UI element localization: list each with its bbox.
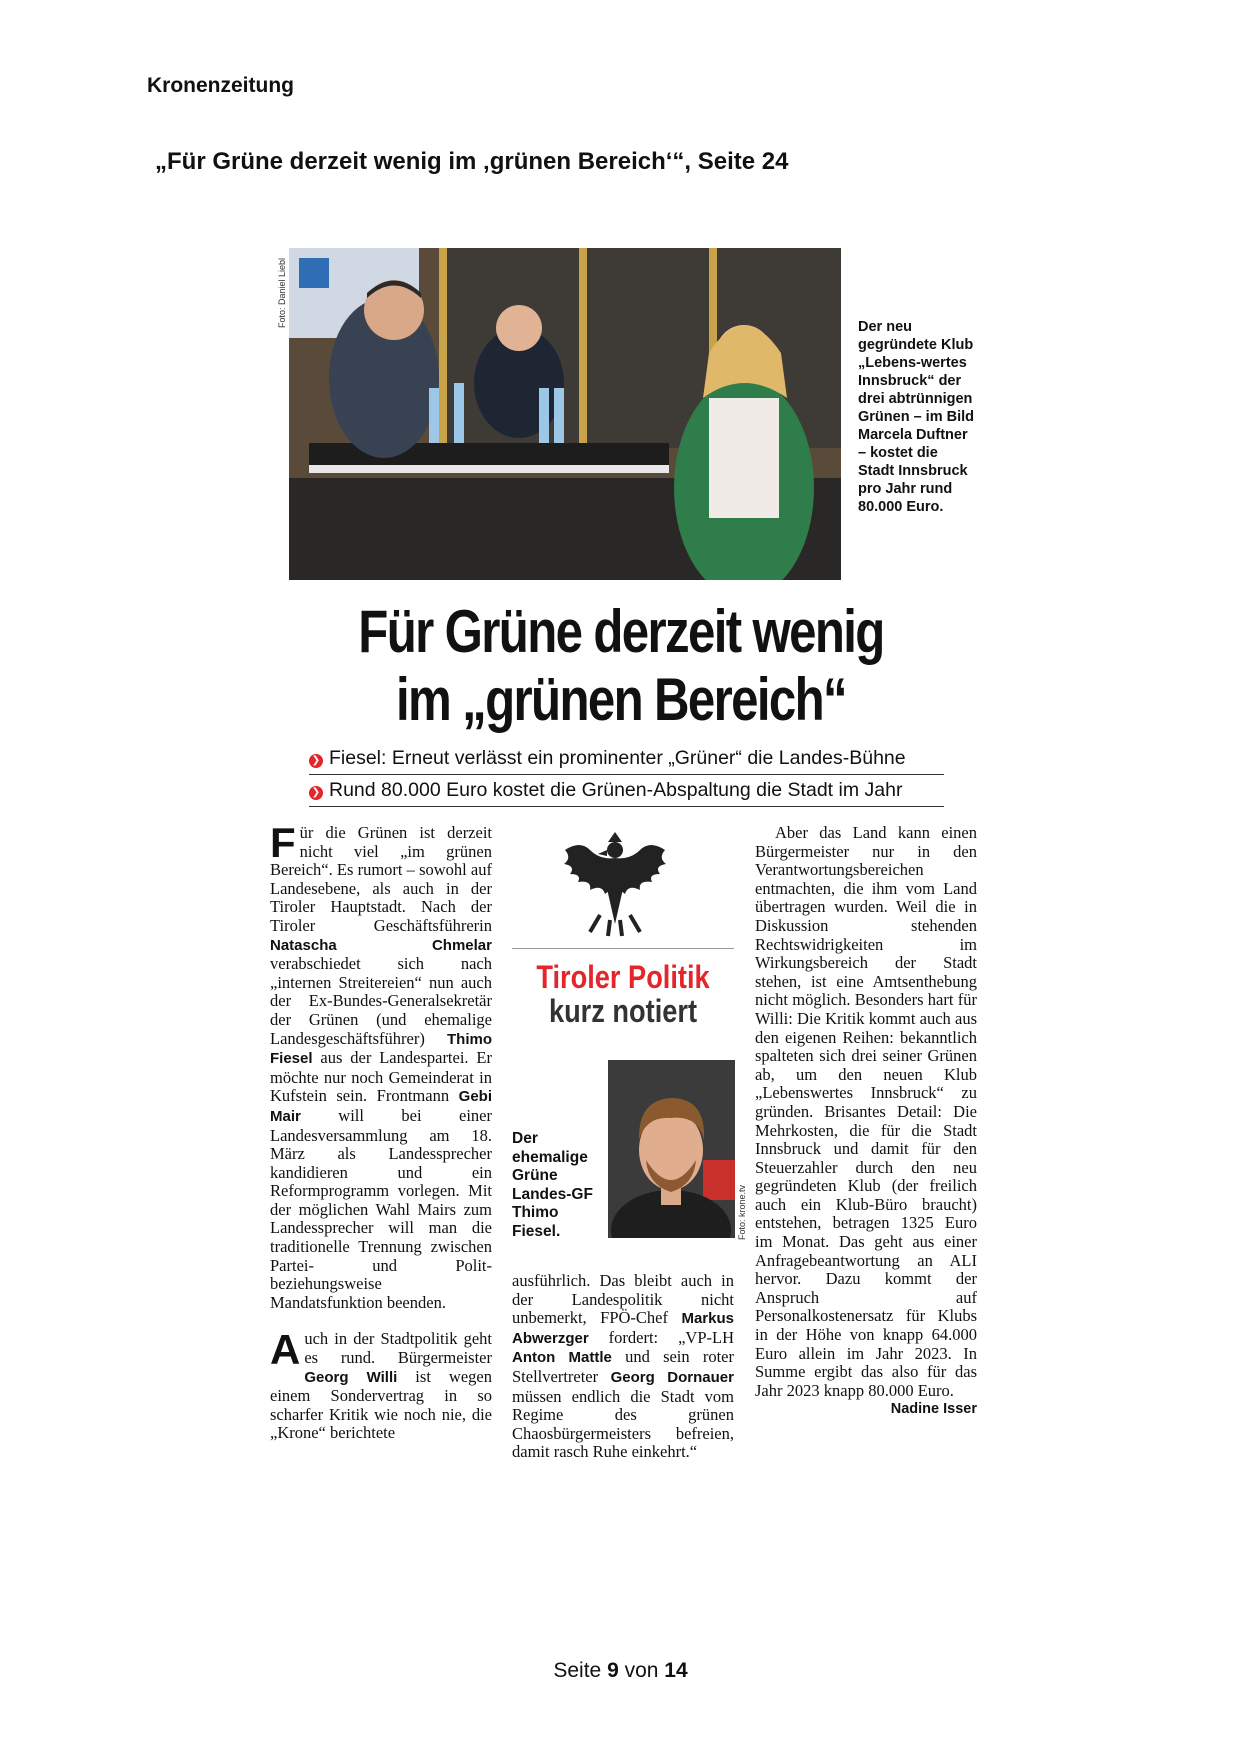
text: und sein roter Stellvertreter [512,1347,734,1386]
text: ausführlich. Das bleibt auch in der Landespolitik nicht unbemerkt, FPÖ-Chef [512,1271,734,1328]
paragraph [270,1326,492,1443]
text: uch in der Stadtpolitik geht es rund. Bürgermeister [304,1329,492,1368]
bullet-arrow-icon: ❯ [309,786,323,800]
paragraph [270,819,492,1312]
subheadline-bullet-2 [309,776,944,807]
person-name: Georg Willi [304,1368,398,1386]
person-name: Natascha Chmelar [270,936,492,954]
dropcap: F [270,819,296,866]
press-conference-illustration [289,248,841,580]
photo-caption: Der neu gegründete Klub „Lebens-wertes Innsbruck“ der drei abtrünnigen Grünen – im Bild Marcela Duftner – kostet die Stadt Innsbruck pro Jahr rund 80.000 Euro. [858,319,975,515]
text: fordert: „VP-LH [588,1327,734,1347]
text: ist wegen einem Sondervertrag in so scharfer Kritik wie noch nie, die „Krone“ berichtete [270,1366,492,1443]
tyrolean-eagle-icon [560,820,670,940]
person-name: Gebi Mair [270,1088,492,1125]
paragraph [512,1272,734,1462]
headline-line-2: im „grünen Bereich“ [395,666,847,733]
person-name: Anton Mattle [512,1349,612,1367]
total-page-count: 14 [664,1659,688,1682]
rubric-divider [512,948,734,949]
text: verabschiedet sich nach „internen Streitereien“ nun auch der Ex-Bundes-Generalsekretär der Grünen (und ehemalige Landesgeschäftsführer) [270,954,492,1048]
page-heading: „Für Grüne derzeit wenig im ‚grünen Bereich‘“, Seite 24 [155,148,789,175]
press-conference-photo [289,248,841,580]
article-column-3 [755,824,977,1419]
subheadline-bullet-1 [309,744,944,775]
dropcap: A [270,1326,301,1374]
photo-credit: Foto: Daniel Liebl [277,257,287,328]
current-page-number: 9 [607,1659,619,1682]
text: ür die Grünen ist derzeit nicht viel „im grünen Bereich“. Es rumort – sowohl auf Landesebene, als auch in der Tiroler Hauptstadt. Nach der Tiroler Geschäftsführerin [270,823,492,935]
text: müssen endlich die Stadt vom Regime des grünen Chaosbürgermeisters befreien, damit rasch Ruhe einkehrt.“ [512,1386,734,1462]
footer-mid: von [618,1659,665,1682]
person-name: Thimo Fiesel [270,1030,492,1068]
headline-line-1: Für Grüne derzeit wenig [358,598,884,665]
footer-prefix: Seite [553,1659,608,1682]
article-column-1 [270,819,492,1443]
bullet-text: Rund 80.000 Euro kostet die Grünen-Abspaltung die Stadt im Jahr [329,779,903,801]
text: will bei einer Landesversammlung am 18. März als Landessprecher kandidieren und ein Reformprogramm vorlegen. Mit der möglichen Wahl Mairs zum Landessprecher will man die traditionelle Trennung zwischen Partei- und Polit- beziehungsweise Mandatsfunktion beenden. [270,1105,492,1312]
photo-credit: Foto: krone.tv [737,1184,747,1240]
bullet-text: Fiesel: Erneut verlässt ein prominenter „Grüner“ die Landes-Bühne [329,747,906,769]
author-byline: Nadine Isser [890,1401,977,1418]
page-footer [0,1659,1241,1683]
person-name: Markus Abwerzger [512,1310,734,1347]
rubric-title [529,960,718,1028]
paragraph [755,823,977,1418]
rubric-line-2: kurz notiert [548,993,698,1029]
article-headline [349,598,893,734]
portrait-photo [608,1060,735,1238]
article-column-2 [512,1272,734,1462]
portrait-caption: Der ehemalige Grüne Landes-GF Thimo Fiesel. [512,1130,593,1240]
text: Aber das Land kann einen Bürgermeister nur in den Verantwortungsbereichen entmachten, die ihm vom Land übertragen wurden. Weil die in Diskussion stehenden Rechtswidrigkeiten im Wirkungsbereich der Stadt stehen, ist eine Amtsenthebung nicht möglich. Besonders hart für Willi: Die Kritik kommt auch aus den eigenen Reihen: bekanntlich spalteten sich drei seiner Grünen ab, um den neuen Klub „Lebenswertes Innsbruck“ zu gründen. Brisantes Detail: Die Mehrkosten, die für die Stadt Innsbruck und damit für den Steuerzahler durch den neu gegründeten Klub (der freilich auch ein Klub-Büro braucht) entstehen, betragen 1325 Euro im Monat. Das geht aus einer Anfragebeantwortung an ALI hervor. Dazu kommt der Anspruch auf Personalkostenersatz für Klubs in der Höhe von knapp 64.000 Euro allein im Jahr 2023. In Summe ergibt das also für das Jahr 2023 knapp 80.000 Euro. [755,823,977,1400]
person-name: Georg Dornauer [610,1368,734,1386]
text: aus der Landespartei. Er möchte nur noch Gemeinderat in Kufstein sein. Frontmann [270,1048,492,1106]
bullet-arrow-icon: ❯ [309,754,323,768]
source-label: Kronenzeitung [147,74,294,97]
rubric-line-1: Tiroler Politik [536,959,710,995]
